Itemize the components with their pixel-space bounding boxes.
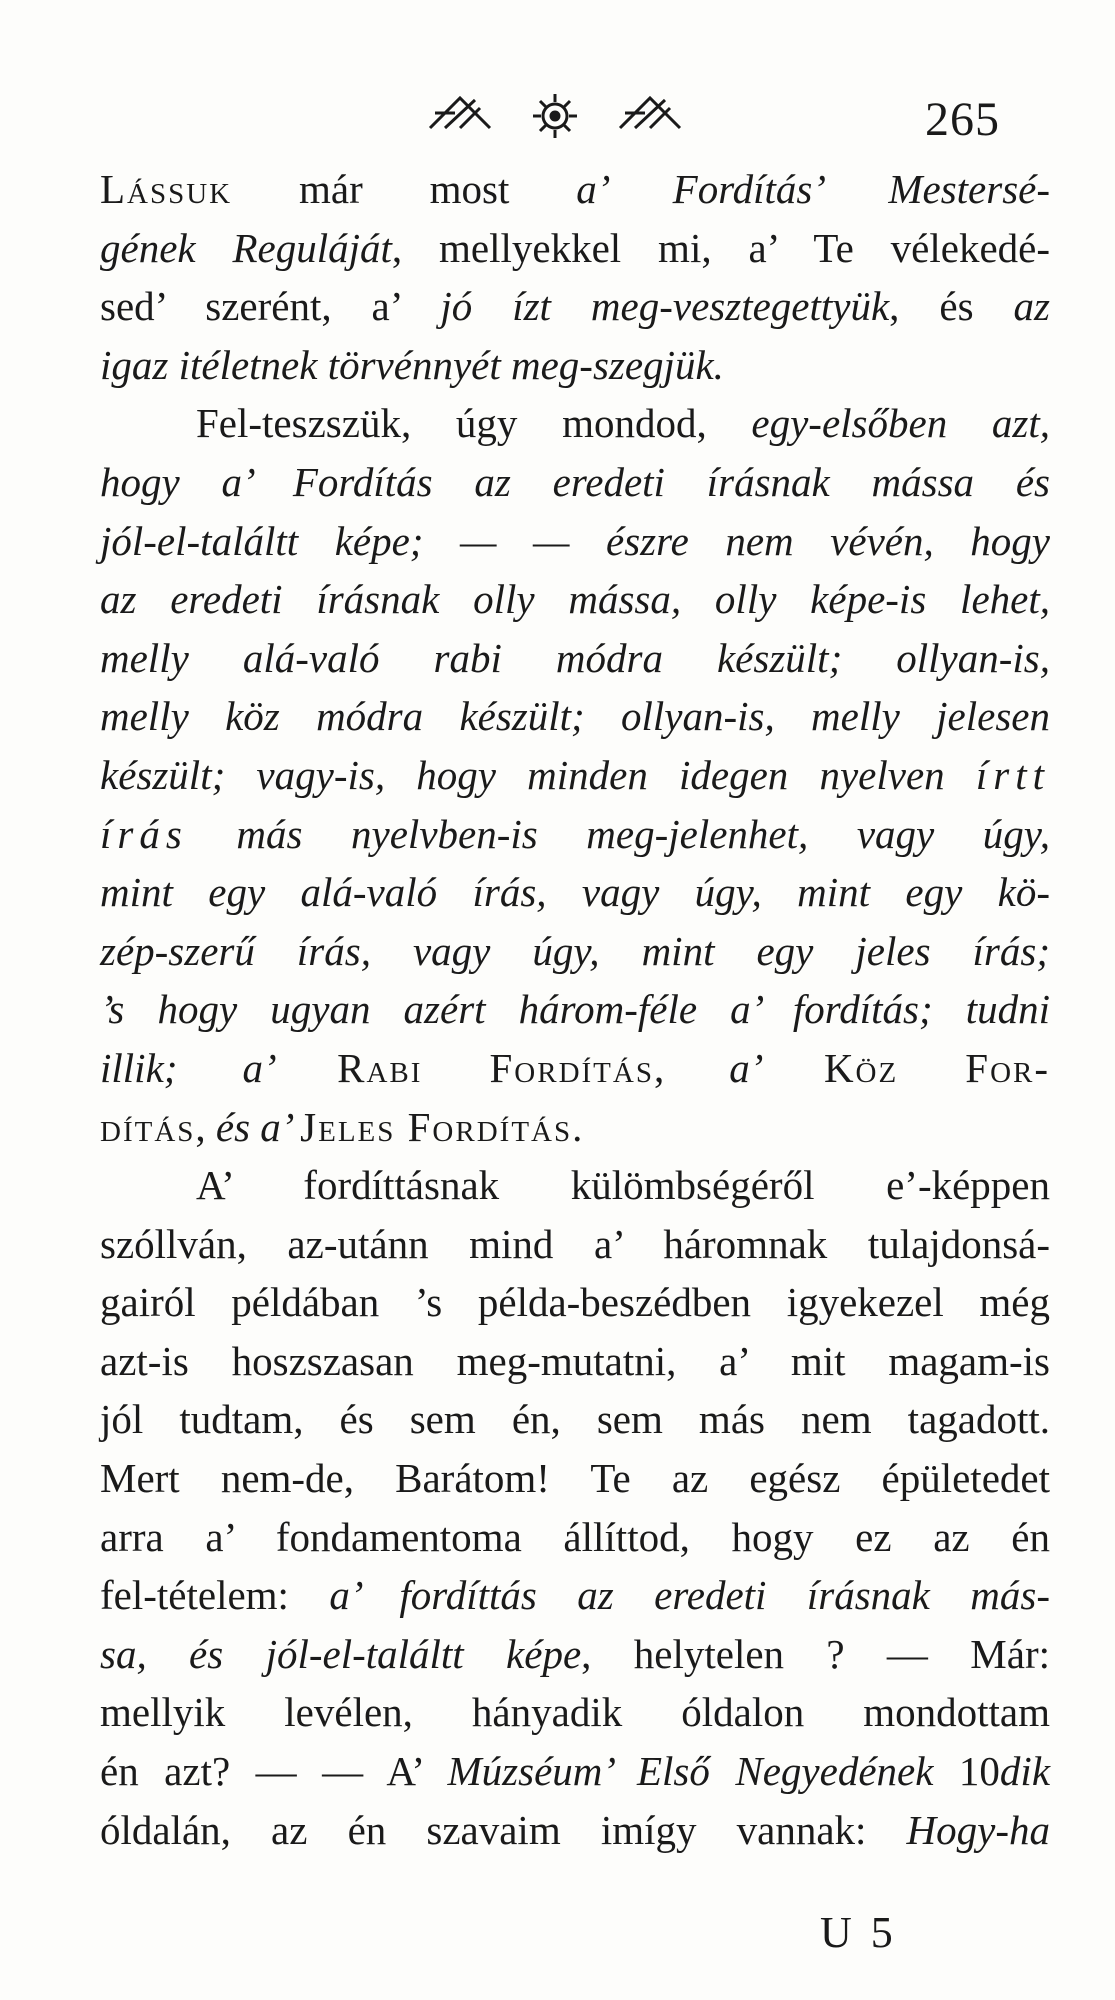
text-segment: Hogy-ha — [906, 1806, 1050, 1853]
text-line — [100, 219, 1050, 278]
text-segment: Köz For- — [823, 1044, 1051, 1091]
text-segment: 10 — [933, 1748, 1000, 1795]
text-line — [100, 1215, 1050, 1274]
text-line — [100, 1273, 1050, 1332]
text-segment: , mellyekkel mi, a’ Te vélekedé- — [391, 224, 1050, 271]
text-segment: gairól példában ’s példa-beszédben igyekezel még — [100, 1279, 1050, 1326]
text-segment: már most — [232, 166, 577, 212]
text-line — [100, 1566, 1050, 1625]
text-line — [100, 336, 1050, 395]
text-segment: szóllván, az-utánn mind a’ háromnak tulajdonsá- — [100, 1220, 1050, 1267]
text-segment: jó ízt meg-vesztegettyük — [440, 283, 890, 330]
text-segment: jól tudtam, és sem én, sem más nem tagadott. — [100, 1396, 1050, 1443]
text-segment: Fel-teszszük, úgy mondod, — [196, 400, 752, 447]
text-segment: Múzséum’ Első Negyedének — [447, 1748, 934, 1795]
page-number: 265 — [925, 93, 1000, 146]
text-segment: Lássuk — [100, 166, 233, 212]
body-text — [100, 160, 1050, 1859]
text-line — [100, 453, 1050, 512]
text-segment: az eredeti írásnak olly mássa, olly képe-is lehet, — [100, 576, 1050, 623]
text-segment: készült; vagy-is, hogy minden idegen nyelven — [100, 751, 976, 798]
text-segment: Rabi Fordítás — [337, 1044, 654, 1091]
text-line — [100, 570, 1050, 629]
text-line — [100, 1508, 1050, 1567]
right-flourish-icon — [620, 98, 680, 128]
text-segment: ’s hogy ugyan azért három-féle a’ fordítás; tudni — [100, 986, 1050, 1033]
text-segment: dik — [999, 1748, 1051, 1795]
text-segment: , és — [889, 283, 1014, 330]
text-line — [100, 1156, 1050, 1215]
text-segment: dítás — [100, 1103, 196, 1150]
text-segment: mellyik levélen, hányadik óldalon mondottam — [100, 1689, 1050, 1736]
text-segment: sa, és jól-el-találtt képe — [100, 1630, 582, 1677]
text-segment: sed’ szerént, a’ — [100, 283, 441, 330]
text-segment: egy-elsőben azt, — [751, 400, 1050, 447]
text-line — [100, 1801, 1050, 1860]
text-line — [100, 394, 1050, 453]
text-line — [100, 863, 1050, 922]
text-segment: igaz itéletnek törvénnyét meg-szegjük. — [100, 341, 724, 388]
text-line — [100, 746, 1050, 805]
text-line — [100, 512, 1050, 571]
text-segment: és a’ — [215, 1103, 301, 1150]
text-line — [100, 1625, 1050, 1684]
text-segment: arra a’ fondamentoma állíttod, hogy ez az én — [100, 1513, 1050, 1560]
header-ornament — [420, 88, 690, 138]
text-segment: óldalán, az én szavaim imígy vannak: — [100, 1806, 907, 1853]
text-line — [100, 1449, 1050, 1508]
text-segment: melly köz módra készült; ollyan-is, melly jelesen — [100, 693, 1050, 740]
text-segment: a’ fordíttás az eredeti írásnak más- — [329, 1572, 1051, 1619]
text-line — [100, 1332, 1050, 1391]
signature-mark: U 5 — [820, 1908, 897, 1957]
text-segment: , — [195, 1103, 216, 1150]
text-segment: hogy a’ Fordítás az eredeti írásnak mássa és — [100, 458, 1050, 505]
text-line — [100, 980, 1050, 1039]
text-segment: fel-tételem: — [100, 1572, 330, 1619]
text-segment: gének Reguláját — [100, 224, 392, 271]
text-segment: én azt? — — A’ — [100, 1748, 448, 1795]
center-rosette-icon — [533, 94, 577, 138]
text-segment: írtt — [975, 751, 1050, 798]
text-line — [100, 1683, 1050, 1742]
text-segment: az — [1013, 283, 1050, 330]
text-segment: , helytelen ? — Már: — [581, 1630, 1050, 1677]
text-segment: illik; a’ — [100, 1044, 338, 1091]
text-line — [100, 1742, 1050, 1801]
text-segment: Jeles Fordítás. — [300, 1103, 585, 1150]
text-segment: azt-is hoszszasan meg-mutatni, a’ mit magam-is — [100, 1337, 1050, 1384]
left-flourish-icon — [430, 98, 490, 128]
text-segment: más nyelvben-is meg-jelenhet, vagy úgy, — [187, 810, 1050, 857]
text-segment: , — [653, 1044, 730, 1091]
text-segment: zép-szerű írás, vagy úgy, mint egy jeles írás; — [100, 927, 1050, 974]
text-line — [100, 160, 1050, 219]
text-segment: írás — [100, 810, 188, 857]
text-line — [100, 1098, 1050, 1157]
text-segment: melly alá-való rabi módra készült; ollyan-is, — [100, 634, 1050, 681]
text-line — [100, 1390, 1050, 1449]
text-segment: Mert nem-de, Barátom! Te az egész épületedet — [100, 1455, 1050, 1502]
text-segment: mint egy alá-való írás, vagy úgy, mint egy kö- — [100, 869, 1050, 916]
text-segment: A’ fordíttásnak külömbségéről e’-képpen — [196, 1162, 1050, 1209]
text-segment: a’ — [729, 1044, 824, 1091]
text-line — [100, 277, 1050, 336]
text-segment: a’ Fordítás’ Mestersé- — [576, 166, 1051, 212]
text-line — [100, 805, 1050, 864]
text-line — [100, 629, 1050, 688]
text-line — [100, 1039, 1050, 1098]
text-line — [100, 922, 1050, 981]
text-segment: jól-el-találtt képe; — — észre nem vévén, hogy — [100, 517, 1050, 564]
text-line — [100, 687, 1050, 746]
